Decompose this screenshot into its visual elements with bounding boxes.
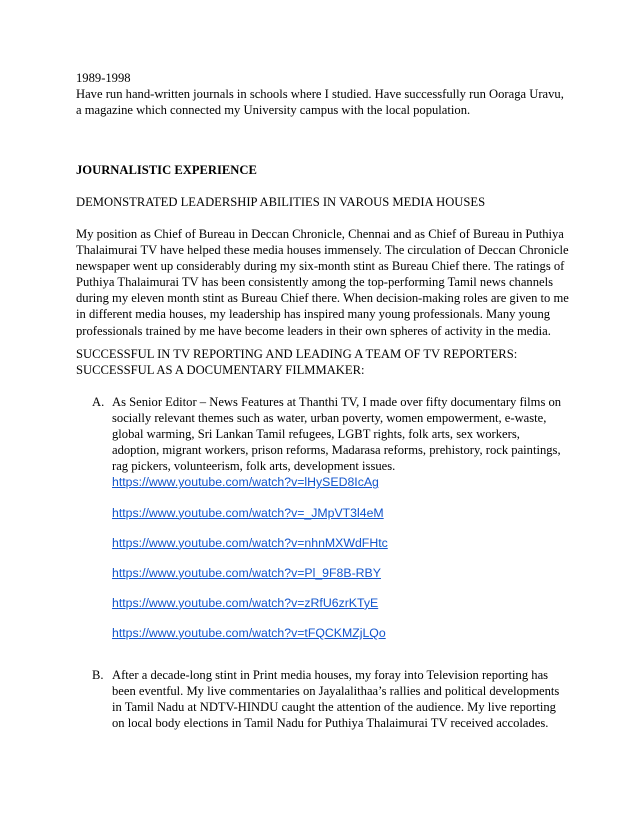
- leadership-title-block: [76, 194, 570, 210]
- list-marker-a: A.: [92, 395, 105, 409]
- tv-section-title-line2: SUCCESSFUL AS A DOCUMENTARY FILMMAKER:: [76, 363, 365, 378]
- list-item-a-text: As Senior Editor – News Features at Thanthi TV, I made over fifty documentary films on socially relevant themes such as water, urban poverty, women empowerment, e-waste, global warming, Sri Lankan Tamil refugees, LGBT rights, folk arts, sex workers, adoption, migrant workers, prison reforms, Madarasa reforms, prehistory, rock paintings, rag pickers, volunteerism, folk arts, development issues.: [112, 395, 562, 474]
- documentary-link-2[interactable]: https://www.youtube.com/watch?v=_JMpVT3l4eM: [112, 505, 384, 520]
- leadership-paragraph-block: [76, 226, 570, 339]
- leadership-title: DEMONSTRATED LEADERSHIP ABILITIES IN VAROUS MEDIA HOUSES: [76, 195, 486, 209]
- list-item-b-text: After a decade-long stint in Print media houses, my foray into Television reporting has been eventful. My live commentaries on Jayalalithaa’s rallies and political developments in Tamil Nadu at NDTV-HINDU caught the attention of the audience. My live reporting on local body elections in Tamil Nadu for Puthiya Thalaimurai TV received accolades.: [112, 668, 560, 731]
- intro-years: 1989-1998: [76, 71, 131, 85]
- documentary-link-4[interactable]: https://www.youtube.com/watch?v=Pl_9F8B-RBY: [112, 565, 381, 580]
- tv-section-title-line1: SUCCESSFUL IN TV REPORTING AND LEADING A TEAM OF TV REPORTERS:: [76, 347, 518, 361]
- section-heading-block: [76, 162, 570, 178]
- documentary-link-1[interactable]: https://www.youtube.com/watch?v=lHySED8IcAg: [112, 475, 379, 490]
- leadership-text: My position as Chief of Bureau in Deccan Chronicle, Chennai and as Chief of Bureau in Puthiya Thalaimurai TV have helped these media houses immensely. The circulation of Deccan Chronicle newspaper went up considerably during my six-month stint as Bureau Chief there. The ratings of Puthiya Thalaimurai TV has been consistently among the top-performing Tamil news channels during my eleven month stint as Bureau Chief there. When decision-making roles are given to me in different media houses, my leadership has inspired many young professionals. Many young professionals trained by me have become leaders in their own spheres of activity in the media.: [76, 227, 569, 338]
- documentary-link-6[interactable]: https://www.youtube.com/watch?v=tFQCKMZjLQo: [112, 625, 386, 640]
- documentary-link-3[interactable]: https://www.youtube.com/watch?v=nhnMXWdFHtc: [112, 535, 388, 550]
- intro-block: [76, 70, 570, 118]
- tv-section-title-block: [76, 346, 570, 378]
- section-heading: JOURNALISTIC EXPERIENCE: [76, 163, 257, 177]
- list-item-b-body: [112, 667, 568, 731]
- intro-text: Have run hand-written journals in schools where I studied. Have successfully run Ooraga Uravu, a magazine which connected my University campus with the local population.: [76, 87, 564, 118]
- list-item-a-body: [112, 394, 568, 641]
- documentary-link-5[interactable]: https://www.youtube.com/watch?v=zRfU6zrKTyE: [112, 595, 379, 610]
- list-marker-b: B.: [92, 668, 104, 682]
